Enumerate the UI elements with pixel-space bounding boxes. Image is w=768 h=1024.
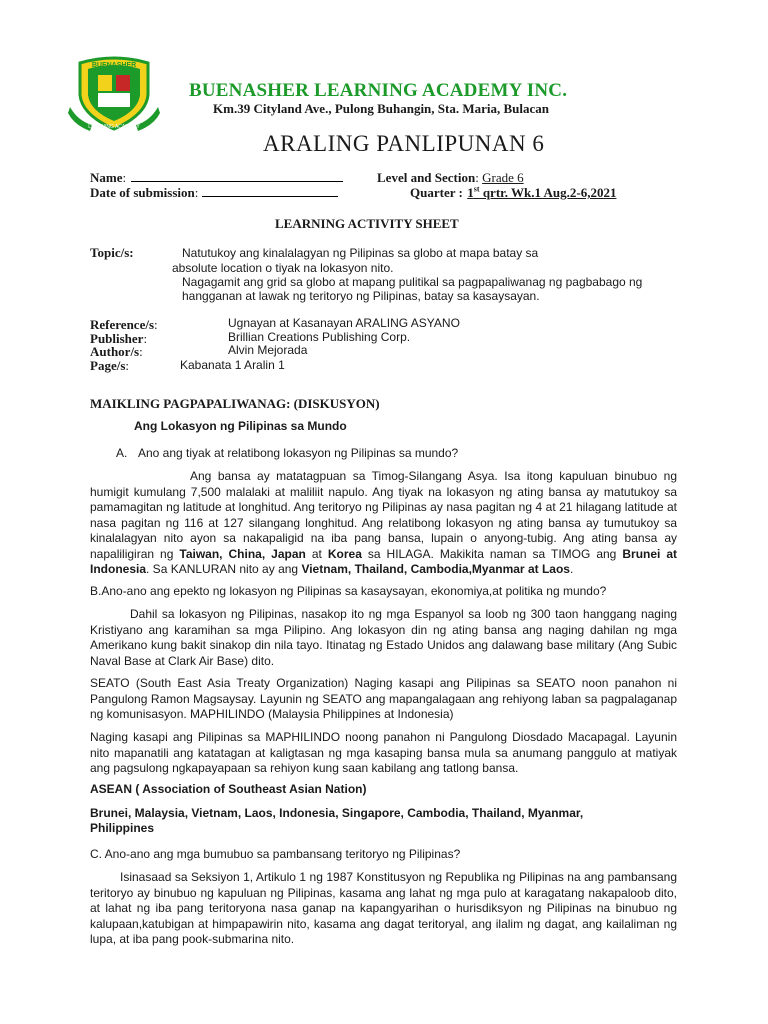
page-value: Kabanata 1 Aralin 1 — [180, 358, 285, 372]
discussion-heading: MAIKLING PAGPAPALIWANAG: (DISKUSYON) — [90, 396, 380, 411]
reference-value: Ugnayan at Kasanayan ARALING ASYANO — [228, 316, 460, 330]
topic-line-4: hangganan at lawak ng teritoryo ng Pilipinas, batay sa kasaysayan. — [182, 289, 540, 303]
subject-title: ARALING PANLIPUNAN 6 — [263, 131, 545, 156]
paragraph-location: Ang bansa ay matatagpuan sa Timog-Silangang Asya. Isa itong kapuluan binubuo ng humigit kumulang 7,500 malalaki at maliliit napulo. Ang tiyak na lokasyon ng ating bansa ay matutukoy sa pamamagitan ng latitude at longhitud. Ang teritoryo ng Pilipinas ay nasa pagitan ng 4 at 21 hilagang latitude at nasa pagitan ng 116 at 127 silangang longhitud. Ang relatibong lokasyon ng ating bansa ay tumutukoy sa kinalalagyan nito ayon sa nakapaligid na iba pang bansa, lupain o anyong-tubig. Ang ating bansa ay napaliligiran ng Taiwan, China, Japan at Korea sa HILAGA. Makikita naman sa TIMOG ang Brunei at Indonesia. Sa KANLURAN nito ay ang Vietnam, Thailand, Cambodia,Myanmar at Laos. — [90, 469, 678, 576]
name-blank[interactable] — [131, 181, 343, 182]
quarter-value: qrtr. Wk.1 Aug.2-6,2021 — [479, 185, 617, 200]
level-value: Grade 6 — [482, 170, 524, 185]
topic-line-1: Natutukoy ang kinalalagyan ng Pilipinas sa globo at mapa batay sa — [182, 246, 539, 260]
asean-members: Brunei, Malaysia, Vietnam, Laos, Indonesia, Singapore, Cambodia, Thailand, Myanmar, Philippines — [90, 806, 584, 835]
level-field: Level and Section: Grade 6 — [377, 170, 524, 185]
topic-label: Topic/s: — [90, 245, 134, 260]
quarter-sup: st — [473, 184, 480, 194]
question-a-marker: A. — [116, 446, 128, 460]
publisher-value: Brillian Creations Publishing Corp. — [228, 330, 411, 344]
paragraph-seato: SEATO (South East Asia Treaty Organization) Naging kasapi ang Pilipinas sa SEATO noon panahon ni Pangulong Ramon Magsaysay. Layunin ng SEATO ang mapangalagaan ang rehiyong laban sa pagpalaganap ng komunisasyon. MAPHILINDO (Malaysia Philippines at Indonesia) — [90, 676, 677, 721]
publisher-row: Publisher: — [90, 331, 148, 346]
topic-line-3: Nagagamit ang grid sa globo at mapang pulitikal sa pagpapaliwanag ng pagbabago ng — [182, 275, 643, 289]
name-label: Name — [90, 170, 123, 185]
question-c: C. Ano-ano ang mga bumubuo sa pambansang teritoryo ng Pilipinas? — [90, 847, 461, 861]
paragraph-territory: Isinasaad sa Seksiyon 1, Artikulo 1 ng 1987 Konstitusyon ng Republika ng Pilipinas na ang pambansang teritoryo ay binubuo ng kapuluan ng Pilipinas, kasama ang lahat ng mga pulo at karagatang nakapaloob dito, at lahat ng iba pang teritoryona nasa ganap na kapangyarihan o hurisdiksyon ng Pilipinas na binubuo ng kalupaan,katubigan at himpapawirin nito, kasama ang dagat teritoryal, ang ilalim ng dagat, ang kailaliman ng lupa, at iba pang pook-submarina nito. — [90, 870, 677, 946]
date-label: Date of submission — [90, 185, 195, 200]
level-label: Level and Section — [377, 170, 476, 185]
sheet-title: LEARNING ACTIVITY SHEET — [275, 216, 459, 231]
author-value: Alvin Mejorada — [228, 343, 308, 357]
quarter-label: Quarter : — [410, 185, 463, 200]
quarter-num: 1 — [467, 185, 474, 200]
quarter-field — [410, 184, 616, 202]
author-label: Author/s — [90, 344, 140, 359]
school-address: Km.39 Cityland Ave., Pulong Buhangin, Sta. Maria, Bulacan — [213, 101, 550, 116]
paragraph-effects: Dahil sa lokasyon ng Pilipinas, nasakop ito ng mga Espanyol sa loob ng 300 taon hanggang naging Kristiyano ang karamihan sa mga Pilipino. Ang lokasyon din ng ating bansa ang naging dahilan ng mga Amerikano kung bakit sinakop din nila tayo. Itinatag ng Estado Unidos ang dalawang base military (Ang Subic Naval Base at Clark Air Base) dito. — [90, 607, 677, 668]
reference-row: Reference/s: — [90, 317, 158, 332]
question-b: B.Ano-ano ang epekto ng lokasyon ng Pilipinas sa kasaysayan, ekonomiya,at politika ng mundo? — [90, 584, 607, 598]
page-row: Page/s: — [90, 358, 130, 373]
date-field[interactable]: Date of submission: — [90, 184, 338, 202]
logo-text-bottom: LEARNING ACADEMY — [88, 124, 140, 130]
logo-text-top: BUENASHER — [91, 62, 137, 69]
school-logo — [68, 55, 160, 133]
page-label: Page/s — [90, 358, 126, 373]
reference-label: Reference/s — [90, 317, 155, 332]
school-name: BUENASHER LEARNING ACADEMY INC. — [189, 80, 568, 101]
asean-title: ASEAN ( Association of Southeast Asian Nation) — [90, 782, 367, 796]
author-row: Author/s: — [90, 344, 143, 359]
date-blank[interactable] — [202, 196, 338, 197]
topic-line-2: absolute location o tiyak na lokasyon nito. — [172, 261, 394, 275]
question-a: Ano ang tiyak at relatibong lokasyon ng Pilipinas sa mundo? — [138, 446, 459, 460]
name-field[interactable]: Name: — [90, 169, 343, 187]
paragraph-maphilindo: Naging kasapi ang Pilipinas sa MAPHILINDO noong panahon ni Pangulong Diosdado Macapagal. Layunin nito mapanatili ang katatagan at kaligtasan ng mga kasaping bansa mula sa anumang panggulo at matiyak ang pagsulong ngkapayapaan sa rehiyon kung saan kabilang ang tatlong bansa. — [90, 730, 677, 775]
publisher-label: Publisher — [90, 331, 144, 346]
discussion-subheading: Ang Lokasyon ng Pilipinas sa Mundo — [134, 419, 347, 433]
